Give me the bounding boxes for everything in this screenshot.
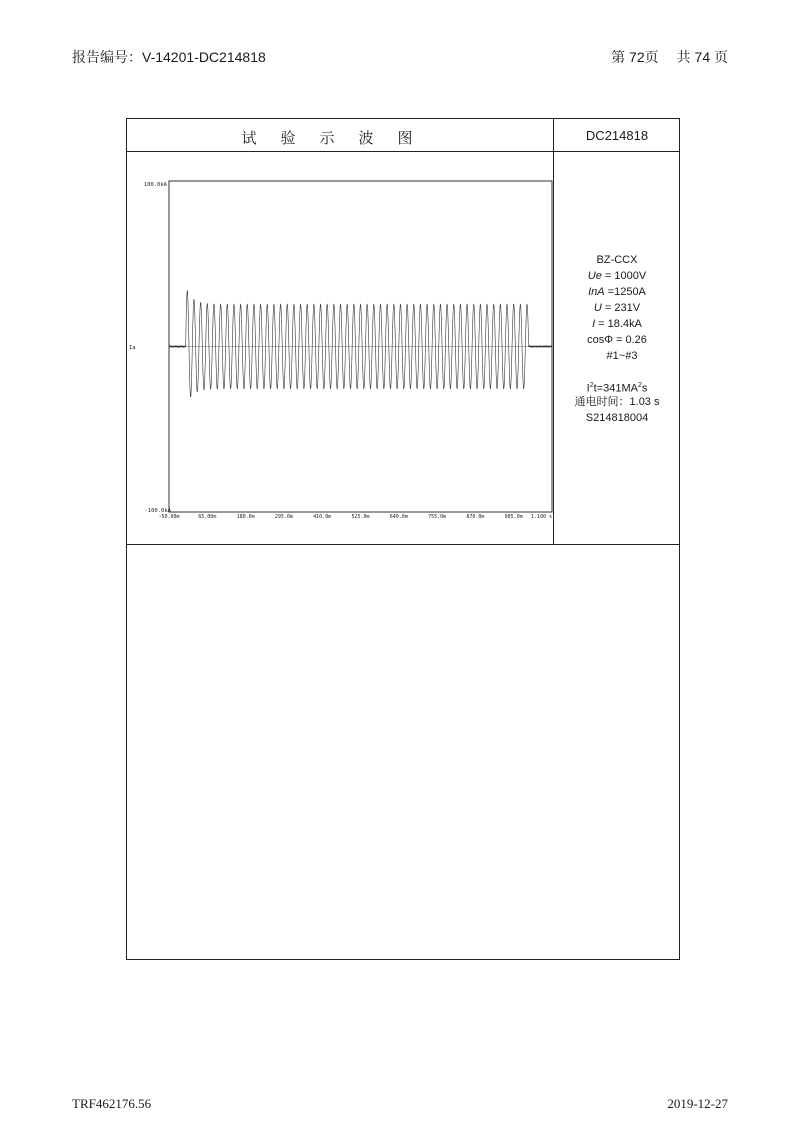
ue-text xyxy=(555,268,679,284)
i2t-text: $I^2t=341MA^2s$ xyxy=(586,382,648,395)
chart-row xyxy=(127,152,679,545)
channel-label: Ia xyxy=(129,345,136,351)
x-tick-label: 985.0m xyxy=(504,514,523,520)
chart-divider xyxy=(553,152,554,544)
report-date: 2019-12-27 xyxy=(667,1096,728,1111)
x-tick-label: 525.0m xyxy=(351,514,370,520)
i2t-suffix: s xyxy=(641,382,648,395)
y-top-label: 100.0kA xyxy=(143,182,167,188)
title-row xyxy=(127,119,679,152)
report-number-value: V-14201-DC214818 xyxy=(142,49,266,65)
test-code: DC214818 xyxy=(585,128,649,143)
x-tick-label: 1.100 s xyxy=(530,514,552,520)
cos-text: cosΦ = 0.26 xyxy=(587,334,647,346)
waveform-chart xyxy=(127,152,553,545)
ina-text xyxy=(555,284,679,300)
ue-symbol: Ue xyxy=(587,270,602,282)
model-text: BZ-CCX xyxy=(596,254,638,266)
x-tick-label: -50.00m xyxy=(158,514,180,520)
u-symbol: U xyxy=(593,302,602,314)
title-divider xyxy=(553,119,554,151)
i-value: = 18.4kA xyxy=(595,318,642,330)
report-number xyxy=(72,47,266,67)
report-number-label: 报告编号： xyxy=(72,49,142,65)
poles-text: #1~#3 xyxy=(606,350,638,362)
x-tick-labels xyxy=(158,514,552,520)
x-tick-label: 410.0m xyxy=(313,514,332,520)
page-indicator xyxy=(593,47,728,67)
u-value: = 231V xyxy=(601,302,641,314)
y-bottom-label: -100.0kA xyxy=(144,508,171,514)
ina-value: =1250A xyxy=(604,286,646,298)
u-text xyxy=(555,300,679,316)
form-number: TRF462176.56 xyxy=(72,1096,152,1111)
ue-value: = 1000V xyxy=(601,270,647,282)
energize-time-text: 通电时间：1.03 s xyxy=(574,396,660,408)
i-text xyxy=(555,316,679,332)
page-total: 共 74 页 xyxy=(676,49,728,65)
x-tick-label: 640.0m xyxy=(389,514,408,520)
x-tick-label: 65.00m xyxy=(198,514,217,520)
x-tick-label: 755.0m xyxy=(428,514,447,520)
test-parameters xyxy=(555,252,679,426)
i2t-mid: t=341MA xyxy=(593,382,638,395)
ina-symbol: InA xyxy=(588,286,605,298)
i2t-prefix: I xyxy=(586,382,590,395)
serial-text: S214818004 xyxy=(585,412,649,424)
x-tick-label: 295.0m xyxy=(274,514,293,520)
page-number: 第 72页 xyxy=(611,49,659,65)
current-waveform xyxy=(169,291,552,397)
x-tick-label: 870.0m xyxy=(466,514,485,520)
oscillogram-frame xyxy=(126,118,680,960)
oscillogram-title: 试验示波图 xyxy=(241,129,437,147)
x-tick-label: 180.0m xyxy=(236,514,255,520)
i-symbol: I xyxy=(592,318,596,330)
